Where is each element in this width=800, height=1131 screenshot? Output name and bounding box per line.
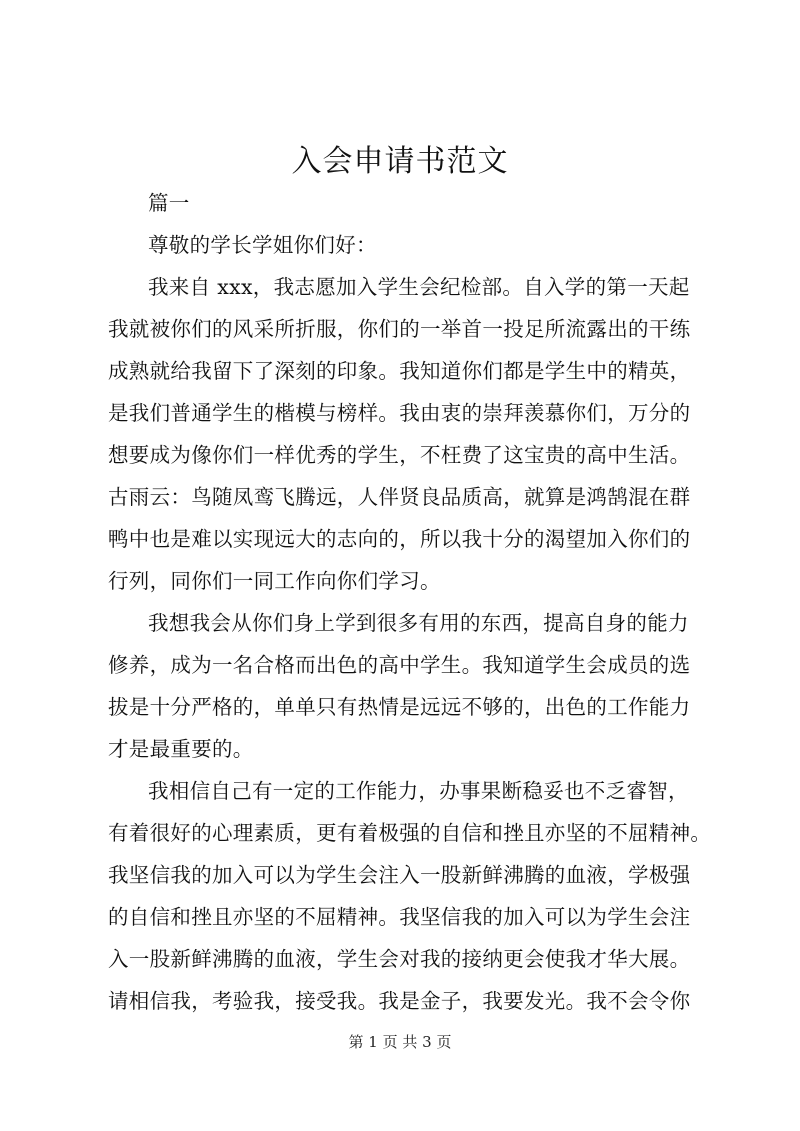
text-line: 入一股新鲜沸腾的血液，学生会对我的接纳更会使我才华大展。 (108, 947, 691, 971)
text-line: 古雨云：鸟随凤鸾飞腾远，人伴贤良品质高，就算是鸿鹄混在群 (108, 485, 691, 509)
text-line: 我来自 xxx，我志愿加入学生会纪检部。自入学的第一天起 (148, 275, 690, 299)
text-line: 鸭中也是难以实现远大的志向的，所以我十分的渴望加入你们的 (108, 527, 691, 551)
text-line: 篇一 (148, 191, 190, 215)
document-title: 入会申请书范文 (291, 144, 509, 179)
text-line: 请相信我，考验我，接受我。我是金子，我要发光。我不会令你 (108, 989, 691, 1013)
text-line: 有着很好的心理素质，更有着极强的自信和挫且亦坚的不屈精神。 (108, 821, 712, 845)
text-line: 我想我会从你们身上学到很多有用的东西，提高自身的能力 (148, 611, 689, 635)
text-line: 才是最重要的。 (108, 737, 254, 761)
page-footer: 第 1 页 共 3 页 (348, 1033, 452, 1051)
text-line: 是我们普通学生的楷模与榜样。我由衷的崇拜羡慕你们，万分的 (108, 401, 691, 425)
document-body (108, 182, 712, 1022)
text-line: 我就被你们的风采所折服，你们的一举首一投足所流露出的干练 (108, 317, 691, 341)
text-line: 我相信自己有一定的工作能力，办事果断稳妥也不乏睿智， (148, 779, 689, 803)
text-line: 想要成为像你们一样优秀的学生，不枉费了这宝贵的高中生活。 (108, 443, 691, 467)
text-line: 拔是十分严格的，单单只有热情是远远不够的，出色的工作能力 (108, 695, 691, 719)
text-line: 行列，同你们一同工作向你们学习。 (108, 569, 441, 593)
text-line: 我坚信我的加入可以为学生会注入一股新鲜沸腾的血液，学极强 (108, 863, 691, 887)
text-line: 修养，成为一名合格而出色的高中学生。我知道学生会成员的选 (108, 653, 691, 677)
text-line: 成熟就给我留下了深刻的印象。我知道你们都是学生中的精英， (108, 359, 691, 383)
text-line: 尊敬的学长学姐你们好： (148, 233, 377, 257)
text-line: 的自信和挫且亦坚的不屈精神。我坚信我的加入可以为学生会注 (108, 905, 691, 929)
